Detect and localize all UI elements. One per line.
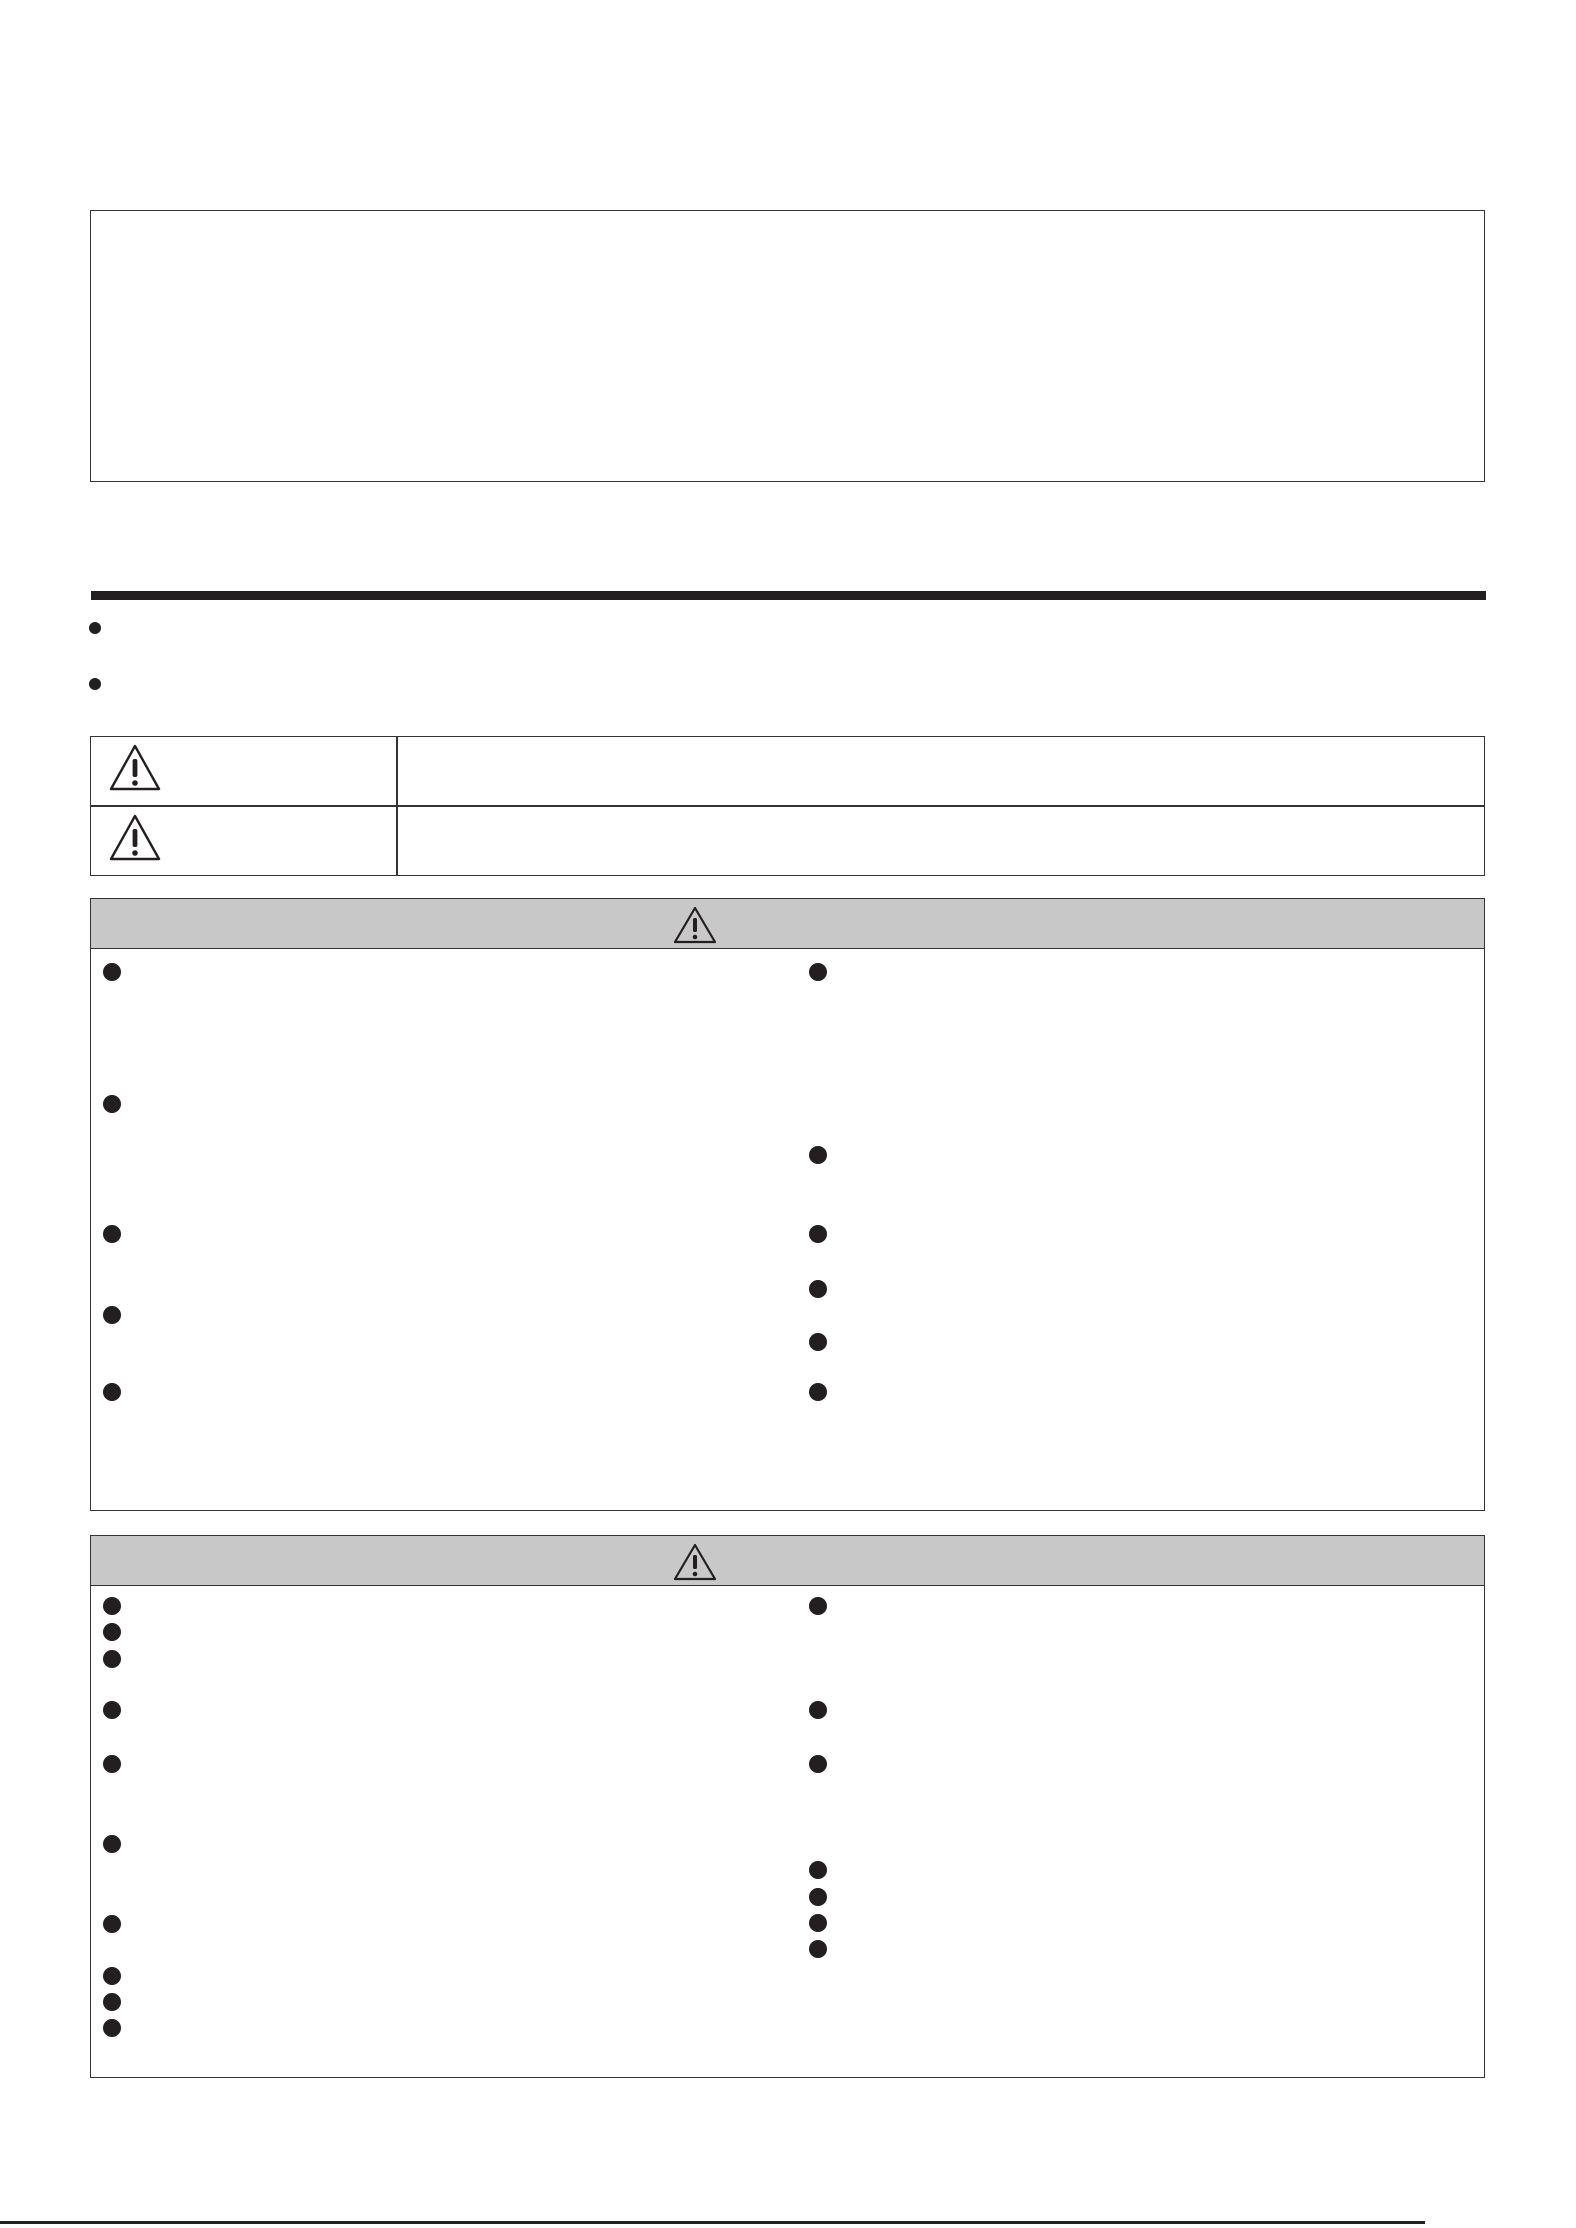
intro-bullet [89, 678, 101, 690]
caution-item-bullet [103, 1755, 121, 1773]
caution-item-bullet [103, 1835, 121, 1853]
warning-item-bullet [103, 1225, 121, 1243]
warning-item-bullet [809, 1146, 827, 1164]
warning-panel-header [91, 899, 1484, 949]
caution-item-bullet [809, 1888, 827, 1906]
caution-panel-header [91, 1536, 1484, 1586]
section-rule [91, 591, 1486, 600]
caution-item-bullet [809, 1755, 827, 1773]
warning-item-bullet [103, 1306, 121, 1324]
intro-bullet [89, 622, 101, 634]
caution-item-bullet [809, 1597, 827, 1615]
warning-item-bullet [809, 1383, 827, 1401]
warning-panel [90, 898, 1485, 1511]
caution-item-bullet [809, 1914, 827, 1932]
caution-item-bullet [103, 1701, 121, 1719]
caution-item-bullet [103, 1915, 121, 1933]
caution-item-bullet [809, 1701, 827, 1719]
warning-item-bullet [809, 1280, 827, 1298]
warning-item-bullet [103, 1095, 121, 1113]
caution-panel [90, 1535, 1485, 2078]
warning-item-bullet [103, 1383, 121, 1401]
caution-item-bullet [809, 1940, 827, 1958]
legend-row-divider [90, 805, 1485, 807]
warning-item-bullet [103, 963, 121, 981]
caution-item-bullet [103, 2019, 121, 2037]
warning-triangle-icon [107, 742, 163, 794]
warning-header-triangle-icon [672, 905, 718, 945]
caution-triangle-icon [107, 812, 163, 864]
caution-item-bullet [103, 1967, 121, 1985]
warning-item-bullet [809, 1225, 827, 1243]
warning-item-bullet [809, 963, 827, 981]
caution-item-bullet [103, 1993, 121, 2011]
warning-item-bullet [809, 1333, 827, 1351]
caution-item-bullet [103, 1597, 121, 1615]
caution-item-bullet [103, 1623, 121, 1641]
caution-header-triangle-icon [672, 1542, 718, 1582]
caution-item-bullet [103, 1650, 121, 1668]
caution-item-bullet [809, 1861, 827, 1879]
top-framed-box [90, 210, 1485, 482]
footer-rule [0, 2221, 1425, 2224]
